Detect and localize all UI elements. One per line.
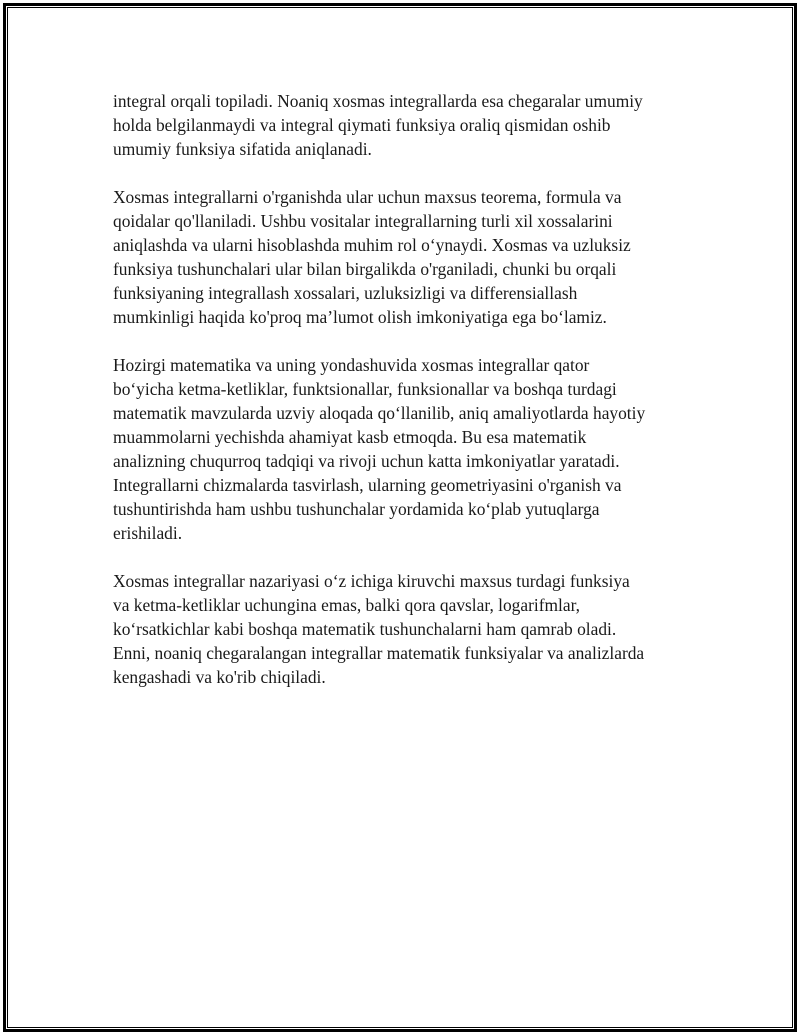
text-line: muammolarni yechishda ahamiyat kasb etmoqda. Bu esa matematik bbox=[113, 427, 587, 447]
paragraph-4 bbox=[113, 569, 683, 689]
text-line: matematik mavzularda uzviy aloqada qo‘llanilib, aniq amaliyotlarda hayotiy bbox=[113, 403, 646, 423]
text-line: integral orqali topiladi. Noaniq xosmas integrallarda esa chegaralar umumiy bbox=[113, 91, 643, 111]
text-line: tushuntirishda ham ushbu tushunchalar yordamida ko‘plab yutuqlarga bbox=[113, 499, 600, 519]
paragraph-2 bbox=[113, 185, 683, 329]
text-line: umumiy funksiya sifatida aniqlanadi. bbox=[113, 139, 372, 159]
text-line: Xosmas integrallar nazariyasi o‘z ichiga kiruvchi maxsus turdagi funksiya bbox=[113, 571, 630, 591]
text-line: qoidalar qo'llaniladi. Ushbu vositalar integrallarning turli xil xossalarini bbox=[113, 211, 613, 231]
paragraph-3 bbox=[113, 353, 683, 545]
text-line: kengashadi va ko'rib chiqiladi. bbox=[113, 667, 326, 687]
text-line: holda belgilanmaydi va integral qiymati funksiya oraliq qismidan oshib bbox=[113, 115, 611, 135]
text-line: mumkinligi haqida ko'proq ma’lumot olish imkoniyatiga ega bo‘lamiz. bbox=[113, 307, 607, 327]
text-line: aniqlashda va ularni hisoblashda muhim rol o‘ynaydi. Xosmas va uzluksiz bbox=[113, 235, 631, 255]
text-line: va ketma-ketliklar uchungina emas, balki qora qavslar, logarifmlar, bbox=[113, 595, 581, 615]
text-line: bo‘yicha ketma-ketliklar, funktsionallar, funksionallar va boshqa turdagi bbox=[113, 379, 617, 399]
text-line: Xosmas integrallarni o'rganishda ular uchun maxsus teorema, formula va bbox=[113, 187, 622, 207]
text-line: Hozirgi matematika va uning yondashuvida xosmas integrallar qator bbox=[113, 355, 590, 375]
text-line: funksiya tushunchalari ular bilan birgalikda o'rganiladi, chunki bu orqali bbox=[113, 259, 617, 279]
text-line: analizning chuqurroq tadqiqi va rivoji uchun katta imkoniyatlar yaratadi. bbox=[113, 451, 620, 471]
paragraph-1 bbox=[113, 89, 683, 161]
document-body bbox=[113, 89, 683, 713]
text-line: ko‘rsatkichlar kabi boshqa matematik tushunchalarni ham qamrab oladi. bbox=[113, 619, 617, 639]
text-line: Integrallarni chizmalarda tasvirlash, ularning geometriyasini o'rganish va bbox=[113, 475, 622, 495]
text-line: Enni, noaniq chegaralangan integrallar matematik funksiyalar va analizlarda bbox=[113, 643, 645, 663]
text-line: erishiladi. bbox=[113, 523, 183, 543]
text-line: funksiyaning integrallash xossalari, uzluksizligi va differensiallash bbox=[113, 283, 578, 303]
